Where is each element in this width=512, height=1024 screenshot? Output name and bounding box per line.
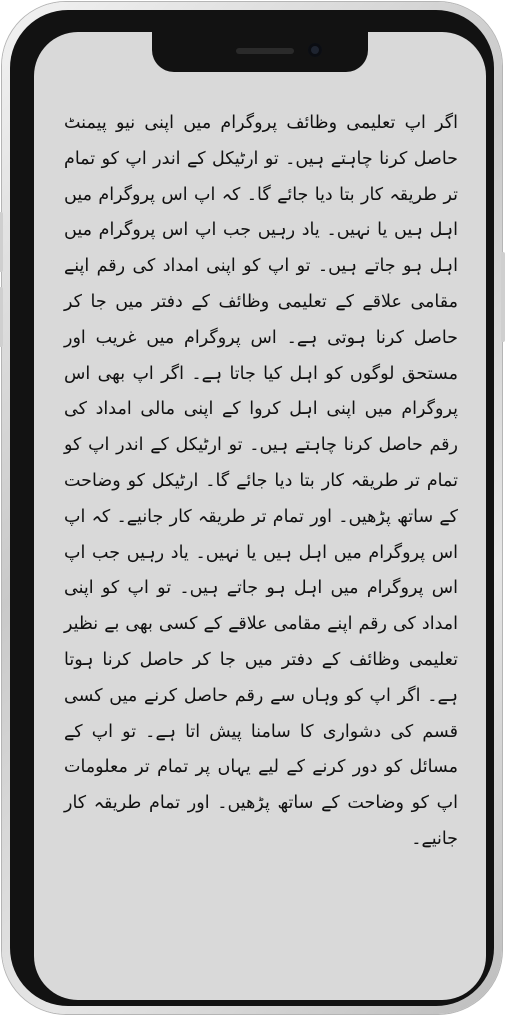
phone-screen[interactable]	[34, 32, 486, 1000]
speaker-icon	[236, 48, 294, 54]
notch	[152, 32, 368, 72]
camera-icon	[308, 43, 322, 57]
article-text: اگر اپ تعلیمی وظائف پروگرام میں اپنی نیو پیمنٹ حاصل کرنا چاہتے ہیں۔ تو ارٹیکل کے اندر اپ کو تمام تر طریقہ کار بتا دیا جائے گا۔ کہ اپ اس پروگرام میں اہل ہیں یا نہیں۔ یاد رہیں جب اپ اس پروگرام میں اہل ہو جاتے ہیں۔ تو اپ کو اپنی امداد کی رقم اپنے مقامی علاقے کے تعلیمی وظائف کے دفتر میں جا کر حاصل کرنا ہوتی ہے۔ اس پروگرام میں غریب اور مستحق لوگوں کو اہل کیا جاتا ہے۔ اگر اپ بھی اس پروگرام میں اپنی اہل کروا کے اپنی مالی امداد کی رقم حاصل کرنا چاہتے ہیں۔ تو ارٹیکل کے اندر اپ کو تمام تر طریقہ کار بتا دیا جائے گا۔ ارٹیکل کو وضاحت کے ساتھ پڑھیں۔ اور تمام تر طریقہ کار جانیے۔ کہ اپ اس پروگرام میں اہل ہیں یا نہیں۔ یاد رہیں جب اپ اس پروگرام میں اہل ہو جاتے ہیں۔ تو اپ کو اپنی امداد کی رقم اپنے مقامی علاقے کے کسی بھی بے نظیر تعلیمی وظائف کے دفتر میں جا کر حاصل کرنا ہوتا ہے۔ اگر اپ کو وہاں سے رقم حاصل کرنے میں کسی قسم کی دشواری کا سامنا پیش اتا ہے۔ تو اپ کے مسائل کو دور کرنے کے لیے یہاں پر تمام تر معلومات اپ کو وضاحت کے ساتھ پڑھیں۔ اور تمام طریقہ کار جانیے۔	[64, 113, 458, 849]
volume-down-button	[0, 287, 3, 347]
phone-body	[10, 10, 494, 1006]
phone-frame	[2, 2, 502, 1014]
volume-up-button	[0, 212, 3, 272]
power-button	[501, 252, 505, 342]
